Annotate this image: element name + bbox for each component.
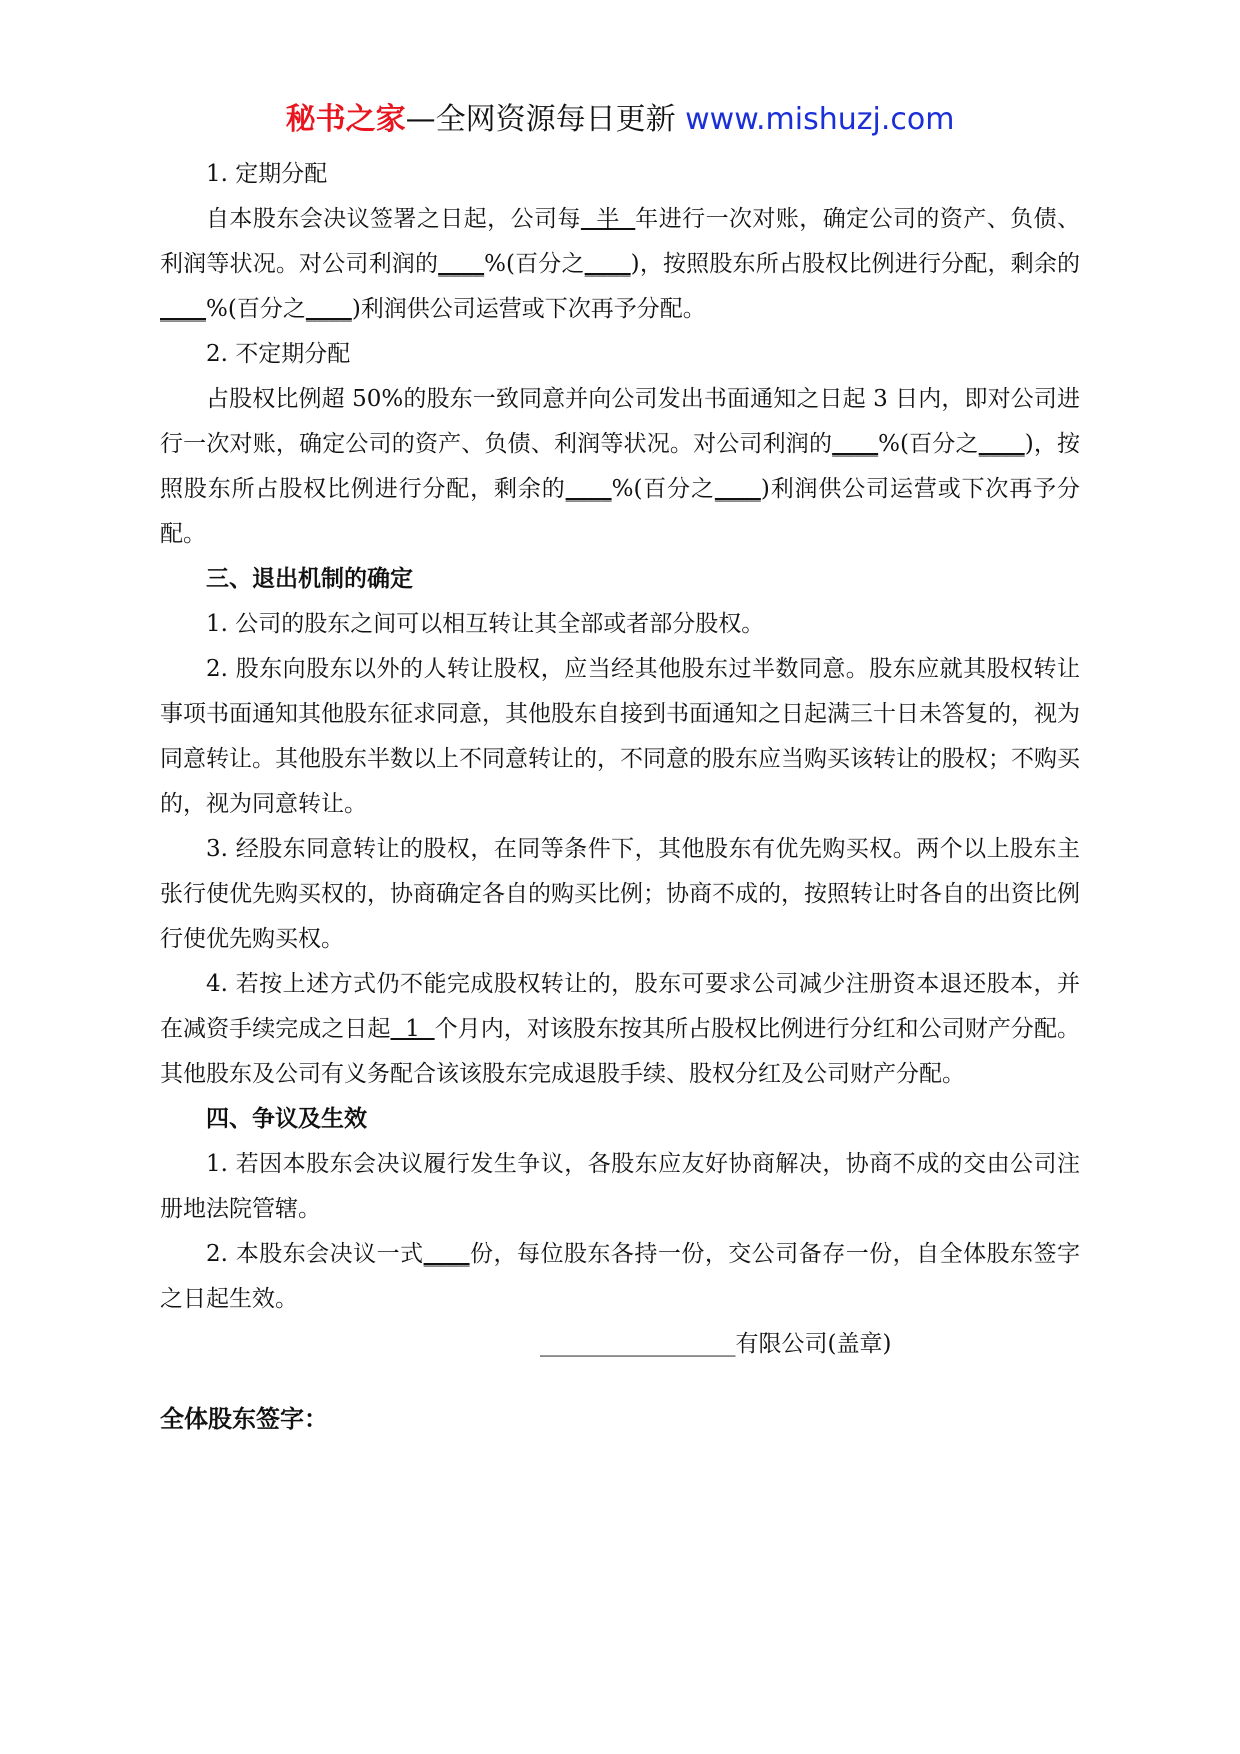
dispute-clause-2: 2. 本股东会决议一式____份，每位股东各持一份，交公司备存一份，自全体股东签字之日起生效。: [160, 1241, 1080, 1312]
blank-copies: ____: [423, 1241, 470, 1267]
blank-period: 半: [580, 206, 636, 232]
subsection-irregular-title: 2. 不定期分配: [206, 341, 351, 367]
exit-clause-2: 2. 股东向股东以外的人转让股权，应当经其他股东过半数同意。股东应就其股权转让事项书面通知其他股东征求同意，其他股东自接到书面通知之日起满三十日未答复的，视为同意转让。其他股东半数以上不同意转让的，不同意的股东应当购买该转让的股权；不购买的，视为同意转让。: [160, 656, 1080, 817]
blank-percent-text-1: ____: [584, 251, 631, 277]
blank-percent-3: ____: [832, 431, 879, 457]
company-seal-line: [160, 1322, 1080, 1367]
blank-percent-text-2: ____: [305, 296, 352, 322]
section-heading-dispute-effect: 四、争议及生效: [206, 1106, 367, 1132]
exit-clause-3: 3. 经股东同意转让的股权，在同等条件下，其他股东有优先购买权。两个以上股东主张行使优先购买权的，协商确定各自的购买比例；协商不成的，按照转让时各自的出资比例行使优先购买权。: [160, 836, 1080, 952]
blank-percent-4: ____: [565, 476, 612, 502]
spacer: [160, 1367, 1080, 1397]
dispute-clause-1: 1. 若因本股东会决议履行发生争议，各股东应友好协商解决，协商不成的交由公司注册地法院管辖。: [160, 1151, 1080, 1222]
company-seal-text: 有限公司(盖章): [735, 1331, 892, 1357]
exit-clause-4: 4. 若按上述方式仍不能完成股权转让的，股东可要求公司减少注册资本退还股本，并在减资手续完成之日起 1 个月内，对该股东按其所占股权比例进行分红和公司财产分配。其他股东及公司有义务配合该该股东完成退股手续、股权分红及公司财产分配。: [160, 971, 1080, 1087]
header-slogan: —全网资源每日更新: [405, 102, 686, 137]
blank-percent-2: ____: [160, 296, 206, 322]
irregular-distribution-paragraph: 占股权比例超 50%的股东一致同意并向公司发出书面通知之日起 3 日内，即对公司进行一次对账，确定公司的资产、负债、利润等状况。对公司利润的____%(百分之____)，按照股东所占股权比例进行分配，剩余的____%(百分之____)利润供公司运营或下次再予分配。: [160, 386, 1081, 547]
subsection-periodic-title: 1. 定期分配: [206, 161, 328, 187]
blank-percent-1: ____: [438, 251, 485, 277]
site-url-link[interactable]: www.mishuzj.com: [685, 102, 955, 137]
exit-clause-1: 1. 公司的股东之间可以相互转让其全部或者部分股权。: [206, 611, 765, 637]
brand-name: 秘书之家: [285, 102, 406, 137]
shareholder-signature-label: 全体股东签字：: [160, 1405, 328, 1433]
blank-percent-text-4: ____: [714, 476, 761, 502]
section-heading-exit-mechanism: 三、退出机制的确定: [206, 566, 413, 592]
site-header: [0, 100, 1240, 140]
company-name-blank: _________________: [540, 1331, 736, 1357]
document-body: [160, 152, 1080, 1442]
blank-percent-text-3: ____: [978, 431, 1025, 457]
blank-months: 1: [390, 1016, 435, 1042]
periodic-distribution-paragraph: 自本股东会决议签署之日起，公司每 半 年进行一次对账，确定公司的资产、负债、利润等状况。对公司利润的____%(百分之____)，按照股东所占股权比例进行分配，剩余的____%(百分之____)利润供公司运营或下次再予分配。: [160, 206, 1081, 322]
